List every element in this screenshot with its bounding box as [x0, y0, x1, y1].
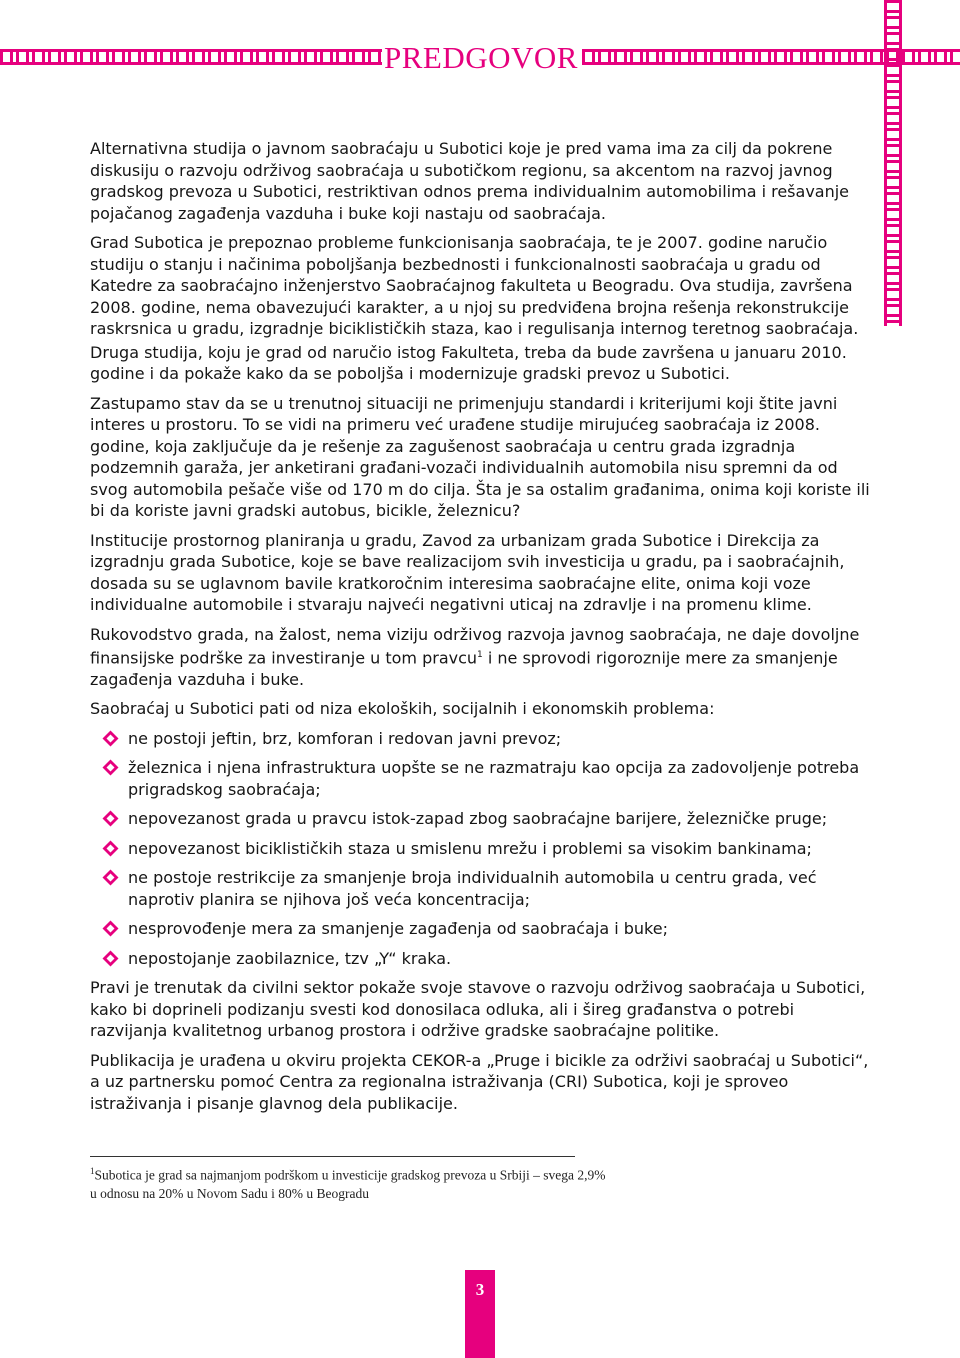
- list-item-text: železnica i njena infrastruktura uopšte se ne razmatraju kao opcija za zadovoljenje potreba prigradskog saobraćaja;: [128, 758, 860, 799]
- problem-list: [90, 728, 870, 970]
- magenta-diamond-icon: [102, 730, 119, 747]
- decorative-border-top-right: [582, 49, 960, 65]
- decorative-border-top-left: [0, 49, 382, 65]
- list-item: [90, 757, 870, 800]
- paragraph-leadership: [90, 624, 870, 691]
- paragraph: Institucije prostornog planiranja u gradu, Zavod za urbanizam grada Subotice i Direkcija za izgradnju grada Subotice, koje se bave realizacijom svih investicija u gradu, pa i saobraćajnih, dosada su se uglavnom bavile kratkoročnim interesima saobraćajne elite, onima koji voze individualne automobile i stvaraju najveći negativni uticaj na zdravlje i na promenu klime.: [90, 530, 845, 614]
- list-item: [90, 918, 870, 940]
- list-item: [90, 867, 870, 910]
- magenta-diamond-icon: [102, 920, 119, 937]
- magenta-diamond-icon: [102, 950, 119, 967]
- list-item-text: nepovezanost grada u pravcu istok-zapad zbog saobraćajne barijere, železničke pruge;: [128, 809, 828, 829]
- footnote-line: Subotica je grad sa najmanjom podrškom u investicije gradskog prevoza u Srbiji – svega 2,9%: [94, 1167, 606, 1183]
- paragraph: Alternativna studija o javnom saobraćaju u Subotici koje je pred vama ima za cilj da pokrene diskusiju o razvoju održivog saobraćaja u subotičkom regionu, sa akcentom na razvoj javnog gradskog prevoza u Subotici, restriktivan odnos prema individualnim automobilima i rešavanje pojačanog zagađenja vazduha i buke koji nastaju od saobraćaja.: [90, 139, 850, 223]
- list-item: [90, 838, 870, 860]
- list-item-text: ne postoje restrikcije za smanjenje broja individualnih automobila u centru grada, već naprotiv planira se njihova još veća koncentracija;: [128, 868, 817, 909]
- paragraph-text: Rukovodstvo grada, na žalost, nema viziju održivog razvoja javnog saobraćaja, ne daje dovoljne finansijske podrške za investiranje u tom pravcu: [90, 624, 860, 668]
- decorative-border-vertical: [884, 0, 902, 326]
- paragraph: Publikacija je urađena u okviru projekta CEKOR-a „Pruge i bicikle za održivi saobraćaj u Subotici“, a uz partnersku pomoć Centra za regionalna istraživanja (CRI) Subotica, koji je sproveo istraživanja i pisanje glavnog dela publikacije.: [90, 1050, 869, 1113]
- footnote-divider: [90, 1156, 575, 1157]
- page-title: PREDGOVOR: [384, 40, 578, 75]
- list-intro: Saobraćaj u Subotici pati od niza ekoloških, socijalnih i ekonomskih problema:: [90, 699, 715, 719]
- list-item-text: ne postoji jeftin, brz, komforan i redovan javni prevoz;: [128, 728, 562, 748]
- magenta-diamond-icon: [102, 759, 119, 776]
- magenta-diamond-icon: [102, 869, 119, 886]
- list-item-text: nepostojanje zaobilaznice, tzv „Y“ kraka.: [128, 948, 452, 968]
- list-item: [90, 728, 870, 750]
- paragraph-text: i ne sprovodi rigoroznije mere za smanjenje zagađenja vazduha i buke.: [90, 648, 838, 689]
- list-item-text: nepovezanost biciklističkih staza u smislenu mrežu i problemi sa visokim bankinama;: [128, 838, 812, 858]
- footnote: [90, 1162, 690, 1203]
- paragraph: Zastupamo stav da se u trenutnoj situaciji ne primenjuju standardi i kriterijumi koji štite javni interes u prostoru. To se vidi na primeru već urađene studije mirujućeg saobraćaja iz 2008. godine, koja zaključuje da je rešenje za zagušenost saobraćaja u centru grada izgradnja podzemnih garaža, jer anketirani građani-vozači individualnih automobila nisu spremni da od svog automobila pešače više od 170 m do cilja. Šta je sa ostalim građanima, onima koji koriste ili bi da koriste javni gradski autobus, bicikle, železnicu?: [90, 393, 870, 520]
- main-text: [90, 138, 870, 1122]
- list-item-text: nesprovođenje mera za smanjenje zagađenja od saobraćaja i buke;: [128, 919, 668, 939]
- paragraph: Grad Subotica je prepoznao probleme funkcionisanja saobraćaja, te je 2007. godine naručio studiju o stanju i načinima poboljšanja bezbednosti i funkcionalnosti saobraćaja u gradu od Katedre za saobraćajno inženjerstvo Saobraćajnog fakulteta u Beogradu. Ova studija, završena 2008. godine, nema obavezujući karakter, a u njoj su predviđena brojna rešenja rekonstrukcije raskrsnica u gradu, izgradnje biciklističkih staza, kao i regulisanja internog teretnog saobraćaja.: [90, 233, 859, 338]
- footnote-mark: 1: [90, 1166, 95, 1176]
- list-item: [90, 948, 870, 970]
- page-number: 3: [475, 1280, 485, 1299]
- paragraph: Pravi je trenutak da civilni sektor pokaže svoje stavove o razvoju održivog saobraćaja u Subotici, kako bi doprineli podizanju svesti kod donosilaca odluka, ali i šireg građanstva o potrebi razvijanja kvalitetnog urbanog prostora i održive gradske saobraćajne politike.: [90, 978, 866, 1041]
- magenta-diamond-icon: [102, 840, 119, 857]
- footnote-line: u odnosu na 20% u Novom Sadu i 80% u Beogradu: [90, 1185, 369, 1201]
- list-item: [90, 808, 870, 830]
- magenta-diamond-icon: [102, 810, 119, 827]
- paragraph: Druga studija, koju je grad od naručio istog Fakulteta, treba da bude završena u januaru 2010. godine i da pokaže kako da se poboljša i modernizuje gradski prevoz u Subotici.: [90, 342, 847, 383]
- page-number-tab: [465, 1270, 495, 1358]
- footnote-reference[interactable]: 1: [477, 650, 483, 660]
